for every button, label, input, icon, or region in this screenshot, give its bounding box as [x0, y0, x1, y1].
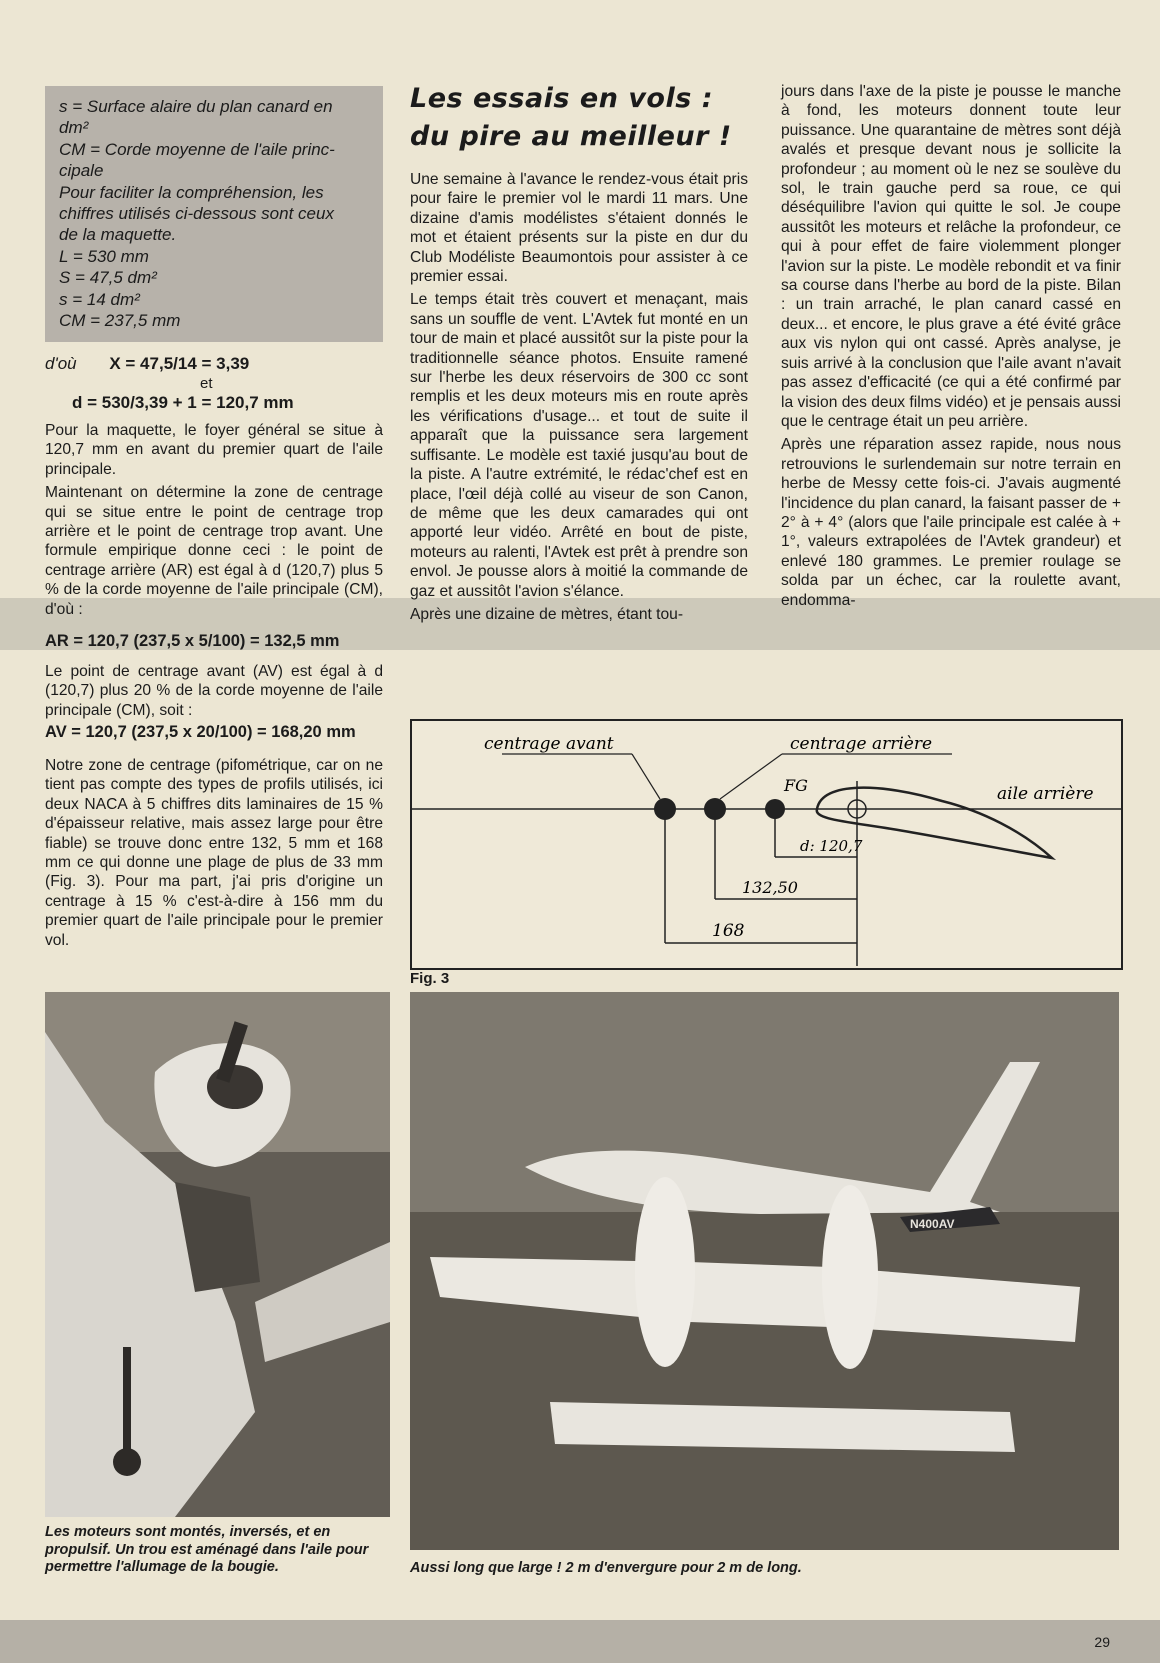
label-centrage-arriere: centrage arrière: [790, 734, 933, 754]
formula-line: S = 47,5 dm²: [59, 268, 157, 288]
page-number: 29: [1094, 1634, 1110, 1650]
equation-av: AV = 120,7 (237,5 x 20/100) = 168,20 mm: [45, 723, 356, 741]
paragraph: Après une dizaine de mètres, étant tou-: [410, 605, 684, 623]
formula-line: s = Surface alaire du plan canard en: [59, 97, 333, 116]
equation-x-text: X = 47,5/14 = 3,39: [109, 354, 250, 373]
formula-line: de la maquette.: [59, 225, 177, 245]
aircraft-photo-illustration: [410, 992, 1119, 1550]
heading-line-1: Les essais en vols :: [410, 83, 713, 114]
formula-line: chiffres utilisés ci-dessous sont ceux: [59, 204, 334, 224]
figure-caption: Fig. 3: [410, 970, 450, 987]
equation-prefix: d'où: [45, 354, 77, 373]
paragraph: jours dans l'axe de la piste je pousse le manche à fond, les moteurs donnent toute leur puissance. Une quarantaine de mètres sont déjà avalés et presque devant nous je sollicite la profondeur ; au moment où le nez se soulève du sol, le train gauche perd sa roue, ce qui déséquilibre l'avion qui quitte le sol. Je coupe aussitôt les moteurs et relâche la profondeur, ce qui à pour effet de faire violemment plonger l'avion sur la piste. Le modèle rebondit et va finir sa course dans l'herbe au bord de la piste. Bilan : un train arraché, le plan canard cassé en deux... et encore, le plus grave a été évité grâce aux vis nylon qui ont cassé. Après analyse, je suis arrivé à la conclusion que l'aile avant n'avait pas assez d'efficacité (ce qui a été confirmé par la vision des deux films vidéo) et je pensais aussi que le centrage était un peu arrière.: [781, 83, 1121, 430]
paragraph: Le temps était très couvert et menaçant, mais sans un souffle de vent. L'Avtek fut monté en un tour de main et placé aussitôt sur la piste pour la traditionnelle séance photos. Ensuite ramené sur l'herbe les deux réservoirs de 300 cc sont remplis et les deux moteurs mis en route après les vérifications d'usage... et tout de suite il apparaît que la puissance sera largement suffisante. Le modèle est taxié jusqu'au bout de la piste. A l'autre extrémité, le rédac'chef est en place, l'œil déjà collé au viseur de son Canon, de même que les deux camarades qui ont apporté leur vidéo. Arrêté en bout de piste, moteurs au ralenti, l'Avtek est prêt à prendre son envol. Je pousse alors à moitié la commande de gaz et aussitôt l'avion s'élance.: [410, 291, 748, 600]
paragraph: Pour la maquette, le foyer général se situe à 120,7 mm en avant du premier quart de l'aile principale.: [45, 422, 383, 478]
centrage-diagram-svg: [412, 721, 1121, 968]
photo-right-caption: Aussi long que large ! 2 m d'envergure pour 2 m de long.: [410, 1560, 802, 1576]
label-132: 132,50: [742, 878, 798, 897]
equation-ar: AR = 120,7 (237,5 x 5/100) = 132,5 mm: [45, 632, 340, 650]
equation-x: [45, 354, 383, 374]
column-3-text: [781, 82, 1121, 614]
photo-left-caption: Les moteurs sont montés, inversés, et en propulsif. Un trou est aménagé dans l'aile pour permettre l'allumage de la bougie.: [45, 1524, 369, 1575]
figure-3-diagram: [410, 719, 1123, 970]
column-1-text-b: [45, 662, 383, 724]
engine-photo-illustration: [45, 992, 390, 1517]
column-1-text-c: [45, 756, 383, 954]
paragraph: Après une réparation assez rapide, nous nous retrouvions le surlendemain sur notre terrain en herbe de Messy cette fois-ci. J'avais augmenté l'incidence du plan canard, la faisant passer de + 2° à + 4° (alors que l'aile principale est calée à + 1°, valeurs extrapolées de l'Avtek grandeur) et enlevé 180 grammes. Le premier roulage se solda par un échec, car la roulette avant, endomma-: [781, 436, 1121, 609]
label-fg: FG: [784, 776, 808, 795]
label-d: d: 120,7: [800, 837, 863, 855]
formula-line: dm²: [59, 118, 89, 138]
photo-aircraft: [410, 992, 1119, 1550]
equation-d: d = 530/3,39 + 1 = 120,7 mm: [72, 393, 294, 412]
paragraph: Notre zone de centrage (pifométrique, car on ne tient pas compte des types de profils utilisés, ici deux NACA à 5 chiffres dits laminaires de 15 % d'épaisseur relative, mais assez large pour être fiable) se trouve donc entre 132, 5 mm et 168 mm ce qui donne une plage de plus de 33 mm (Fig. 3). Pour ma part, j'ai pris d'origine un centrage à 15 % c'est-à-dire à 156 mm du premier quart de l'aile principale pour le premier vol.: [45, 757, 383, 949]
section-heading: [410, 80, 740, 156]
leader-arriere: [720, 754, 782, 799]
paragraph: Le point de centrage avant (AV) est égal à d (120,7) plus 20 % de la corde moyenne de l'aile principale (CM), soit :: [45, 663, 383, 719]
formula-line: CM = Corde moyenne de l'aile princ-: [59, 139, 335, 159]
heading-line-2: du pire au meilleur !: [410, 121, 732, 152]
equation-et: et: [200, 375, 213, 392]
aircraft-registration: N400AV: [910, 1217, 955, 1231]
label-centrage-avant: centrage avant: [484, 734, 614, 754]
photo-engines: [45, 992, 390, 1517]
formula-line: Pour faciliter la compréhension, les: [59, 182, 324, 202]
column-1-text-a: [45, 421, 383, 623]
leader-avant: [632, 754, 660, 799]
formula-line: CM = 237,5 mm: [59, 311, 181, 331]
label-aile-arriere: aile arrière: [997, 784, 1094, 804]
formula-line: L = 530 mm: [59, 246, 149, 266]
label-168: 168: [712, 921, 745, 941]
paragraph: Maintenant on détermine la zone de centrage qui se situe entre le point de centrage trop arrière et le point de centrage trop avant. Une formule empirique donne ceci : le point de centrage arrière (AR) est égal à d (120,7) plus 5 % de la corde moyenne de l'aile principale (CM), d'où :: [45, 484, 383, 618]
paragraph: Une semaine à l'avance le rendez-vous était pris pour faire le premier vol le mardi 11 mars. Une dizaine d'amis modélistes s'étaient donnés le mot et étaient présents sur la piste en dur du Club Modéliste Beaumontois pour assister à ce premier essai.: [410, 171, 748, 286]
formula-line: s = 14 dm²: [59, 289, 140, 309]
gray-band-footer: [0, 1620, 1160, 1663]
formula-definitions-box: [45, 86, 383, 342]
formula-line: cipale: [59, 161, 104, 181]
column-2-text: [410, 170, 748, 628]
